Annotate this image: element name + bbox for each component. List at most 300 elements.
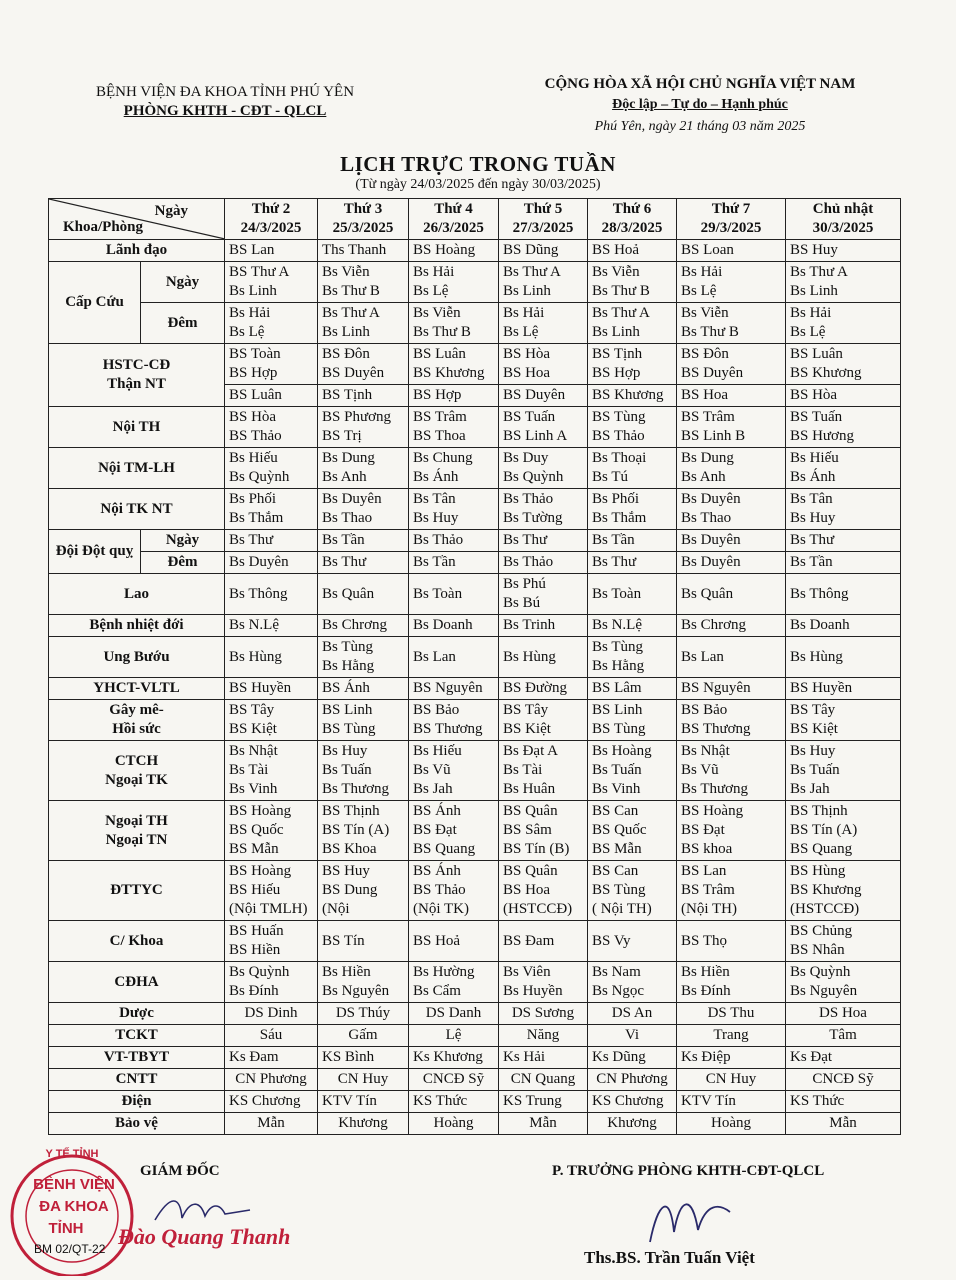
day-name: Thứ 4	[434, 201, 473, 217]
duty-cell: KS Bình	[318, 1047, 409, 1069]
table-row	[49, 303, 901, 344]
duty-cell: DS Danh	[409, 1003, 499, 1025]
duty-cell: BS Luân	[225, 385, 318, 407]
duty-name: BS Ánh	[413, 863, 461, 879]
national-title: CỘNG HÒA XÃ HỘI CHỦ NGHĨA VIỆT NAM	[544, 76, 856, 92]
duty-name: BS Khương	[413, 365, 485, 381]
duty-name: BS Dung	[322, 882, 378, 898]
duty-cell	[786, 861, 901, 921]
duty-cell	[588, 700, 677, 741]
duty-name: Bs Hiếu	[790, 450, 839, 466]
department-label	[49, 678, 225, 700]
day-header	[409, 199, 499, 240]
duty-name: Bs Phối	[592, 491, 640, 507]
duty-name: BS Tín (A)	[322, 822, 390, 838]
table-row	[49, 1003, 901, 1025]
duty-name: BS Khương	[790, 882, 862, 898]
duty-name: Bs Hải	[503, 305, 545, 321]
table-row	[49, 637, 901, 678]
duty-name: BS Quân	[503, 803, 558, 819]
corner-dept-label: Khoa/Phòng	[63, 219, 144, 235]
duty-cell: KS Thức	[409, 1091, 499, 1113]
duty-name: Bs Anh	[681, 469, 726, 485]
duty-cell: DS Thu	[677, 1003, 786, 1025]
duty-cell: Gấm	[318, 1025, 409, 1047]
duty-name: Bs Hằng	[322, 658, 375, 674]
duty-name: Bs Viễn	[413, 305, 461, 321]
duty-name: BS Khương	[790, 365, 862, 381]
duty-name: BS Hoa	[503, 882, 551, 898]
duty-cell	[318, 962, 409, 1003]
duty-name: Bs Thắm	[229, 510, 284, 526]
duty-name: Bs Đính	[681, 983, 731, 999]
duty-cell	[409, 303, 499, 344]
duty-name: BS Hoa	[503, 365, 551, 381]
duty-cell: Hoàng	[677, 1113, 786, 1135]
duty-name: Bs Vũ	[681, 762, 719, 778]
duty-name: Bs Thư A	[503, 264, 561, 280]
duty-name: Bs Linh	[592, 324, 640, 340]
duty-name: Bs Lan	[413, 648, 456, 665]
department-name-line: Ngoại TN	[105, 831, 168, 848]
duty-name: Bs Hải	[229, 305, 271, 321]
duty-cell: Tâm	[786, 1025, 901, 1047]
duty-cell	[677, 962, 786, 1003]
duty-name: Bs Lệ	[681, 283, 717, 299]
department-label	[49, 1069, 225, 1091]
duty-cell	[588, 801, 677, 861]
duty-name: BS Huy	[322, 863, 370, 879]
department-name-line: Cấp Cứu	[65, 294, 124, 310]
stamp-line-1: Y TẾ TỈNH	[45, 1148, 99, 1160]
department-label	[49, 574, 225, 615]
duty-cell: KTV Tín	[318, 1091, 409, 1113]
duty-cell	[225, 700, 318, 741]
duty-cell	[588, 921, 677, 962]
duty-cell	[499, 700, 588, 741]
duty-cell: CN Huy	[318, 1069, 409, 1091]
duty-cell	[786, 574, 901, 615]
duty-name: BS Toàn	[229, 346, 281, 362]
duty-cell	[677, 700, 786, 741]
duty-name: Bs Nguyên	[790, 983, 858, 999]
duty-cell	[677, 489, 786, 530]
duty-name: BS Linh B	[681, 428, 746, 444]
duty-name: BS Đôn	[681, 346, 729, 362]
duty-name: Bs Duy	[503, 450, 549, 466]
duty-name: Bs Đạt A	[503, 743, 559, 759]
duty-name: Bs Jah	[790, 781, 830, 797]
duty-cell	[677, 861, 786, 921]
duty-name: BS Trị	[322, 428, 362, 444]
day-name: Thứ 7	[711, 201, 751, 217]
duty-name: BS Hoàng	[681, 803, 744, 819]
day-date: 30/3/2025	[812, 220, 874, 236]
duty-cell: BS Hoa	[677, 385, 786, 407]
duty-cell: Bs Thảo	[409, 530, 499, 552]
duty-cell	[588, 262, 677, 303]
duty-name: Bs Tuấn	[592, 762, 642, 778]
hospital-name: BỆNH VIỆN ĐA KHOA TỈNH PHÚ YÊN	[95, 84, 355, 100]
duty-name: BS Tuấn	[503, 409, 556, 425]
duty-name: BS Quân	[503, 863, 558, 879]
duty-name: BS Thương	[413, 721, 483, 737]
duty-cell	[409, 801, 499, 861]
duty-name: Bs Hải	[790, 305, 832, 321]
duty-cell	[409, 741, 499, 801]
duty-cell	[225, 489, 318, 530]
department-label	[49, 489, 225, 530]
duty-name: BS Vy	[592, 932, 631, 949]
duty-cell	[786, 262, 901, 303]
duty-name: BS Khoa	[322, 841, 377, 857]
duty-cell: Ks Đạt	[786, 1047, 901, 1069]
duty-cell	[677, 574, 786, 615]
duty-cell	[677, 344, 786, 385]
department-label	[49, 448, 225, 489]
duty-name: BS Sâm	[503, 822, 552, 838]
department-name-line: Hồi sức	[112, 721, 161, 737]
duty-cell: Khương	[318, 1113, 409, 1135]
duty-name: Bs Quỳnh	[790, 964, 851, 980]
duty-name: BS khoa	[681, 841, 733, 857]
duty-cell	[677, 262, 786, 303]
duty-name: Bs Thư B	[592, 283, 650, 299]
duty-cell	[786, 344, 901, 385]
duty-name: ( Nội TH)	[592, 901, 652, 917]
duty-name: Bs Quân	[681, 585, 734, 602]
table-row	[49, 262, 901, 303]
duty-name: BS Ánh	[413, 803, 461, 819]
department-label	[49, 637, 225, 678]
duty-cell	[677, 303, 786, 344]
duty-cell: Bs Thư	[225, 530, 318, 552]
table-row	[49, 530, 901, 552]
duty-name: BS Hoàng	[229, 803, 292, 819]
duty-cell	[318, 637, 409, 678]
duty-cell: Ks Điệp	[677, 1047, 786, 1069]
duty-name: BS Tín (A)	[790, 822, 858, 838]
duty-name: Bs Lan	[681, 648, 724, 665]
duty-name: BS Hiền	[229, 942, 281, 958]
duty-cell	[786, 448, 901, 489]
day-name: Thứ 3	[343, 201, 383, 217]
duty-name: Bs Thương	[681, 781, 749, 797]
day-date: 24/3/2025	[240, 220, 302, 236]
duty-name: BS Hoàng	[229, 863, 292, 879]
day-name: Thứ 6	[612, 201, 652, 217]
department-name-line: C/ Khoa	[109, 932, 164, 949]
duty-name: BS Trâm	[681, 882, 735, 898]
duty-cell: Ks Dũng	[588, 1047, 677, 1069]
corner-cell	[49, 199, 225, 240]
duty-cell	[225, 921, 318, 962]
duty-name: Bs Tân	[413, 491, 456, 507]
duty-name: Bs Ngọc	[592, 983, 645, 999]
duty-name: BS Tuấn	[790, 409, 843, 425]
duty-cell: Khương	[588, 1113, 677, 1135]
duty-name: (Nội	[322, 901, 350, 917]
department-label	[49, 615, 225, 637]
department-label	[49, 921, 225, 962]
duty-cell: BS Hoàng	[409, 240, 499, 262]
duty-cell: BS Hợp	[409, 385, 499, 407]
duty-name: Bs Hải	[413, 264, 455, 280]
duty-cell	[225, 801, 318, 861]
duty-cell	[409, 700, 499, 741]
duty-name: BS Kiệt	[790, 721, 838, 737]
director-title: GIÁM ĐỐC	[140, 1163, 220, 1179]
duty-cell	[409, 637, 499, 678]
duty-name: BS Tây	[229, 702, 275, 718]
duty-name: Bs Hiền	[681, 964, 730, 980]
day-header	[499, 199, 588, 240]
duty-name: BS Hiếu	[229, 882, 281, 898]
duty-cell: BS Hòa	[786, 385, 901, 407]
duty-cell: BS Ánh	[318, 678, 409, 700]
duty-name: BS Tùng	[592, 409, 646, 425]
duty-cell	[499, 801, 588, 861]
duty-cell	[499, 489, 588, 530]
duty-name: Bs Huy	[413, 510, 459, 526]
duty-cell	[588, 407, 677, 448]
duty-cell: BS Loan	[677, 240, 786, 262]
duty-name: Bs Thư A	[322, 305, 380, 321]
duty-cell: CN Huy	[677, 1069, 786, 1091]
duty-name: Bs Jah	[413, 781, 453, 797]
duty-name: Bs Tài	[503, 762, 543, 778]
duty-name: BS Hòa	[229, 409, 277, 425]
department-label	[49, 801, 225, 861]
duty-cell: CN Quang	[499, 1069, 588, 1091]
duty-cell: DS Sương	[499, 1003, 588, 1025]
duty-name: BS Linh	[592, 702, 643, 718]
duty-cell	[318, 801, 409, 861]
department-name-line: YHCT-VLTL	[93, 680, 180, 696]
hospital-stamp	[2, 1146, 162, 1276]
table-row	[49, 678, 901, 700]
shift-label: Ngày	[141, 530, 225, 552]
duty-cell	[318, 861, 409, 921]
duty-name: BS Tín	[322, 932, 365, 949]
duty-name: Bs Cẩm	[413, 983, 461, 999]
duty-cell	[409, 921, 499, 962]
duty-name: Bs Huân	[503, 781, 556, 797]
table-row	[49, 615, 901, 637]
duty-cell	[225, 262, 318, 303]
duty-cell: Bs Duyên	[225, 552, 318, 574]
duty-cell: Bs Duyên	[677, 530, 786, 552]
duty-name: Bs Hoàng	[592, 743, 652, 759]
duty-name: Bs Nguyên	[322, 983, 390, 999]
department-name-line: VT-TBYT	[103, 1049, 170, 1065]
duty-name: Bs Thắm	[592, 510, 647, 526]
duty-name: BS Luân	[413, 346, 466, 362]
header-left	[60, 84, 390, 120]
duty-cell	[499, 344, 588, 385]
duty-name: Bs Tùng	[322, 639, 373, 655]
duty-name: Bs Duyên	[322, 491, 382, 507]
department-label	[49, 240, 225, 262]
duty-cell: DS Thúy	[318, 1003, 409, 1025]
duty-name: Bs Thương	[322, 781, 390, 797]
duty-cell: BS Huyền	[786, 678, 901, 700]
duty-cell	[499, 962, 588, 1003]
duty-name: Bs Tường	[503, 510, 563, 526]
duty-name: (HSTCCĐ)	[503, 901, 573, 917]
duty-name: BS Thảo	[592, 428, 645, 444]
duty-name: BS Hoả	[413, 932, 461, 949]
duty-name: BS Tây	[503, 702, 549, 718]
duty-cell	[499, 574, 588, 615]
duty-cell	[499, 262, 588, 303]
duty-name: Bs Nhật	[229, 743, 278, 759]
duty-name: Bs Linh	[503, 283, 551, 299]
duty-name: Bs Thư B	[322, 283, 380, 299]
duty-name: BS Luân	[790, 346, 843, 362]
duty-cell	[225, 344, 318, 385]
duty-name: Bs Lệ	[503, 324, 539, 340]
duty-name: Bs Linh	[790, 283, 838, 299]
page-subtitle: (Từ ngày 24/03/2025 đến ngày 30/03/2025)	[355, 177, 601, 192]
duty-cell: Bs Tần	[588, 530, 677, 552]
duty-name: Bs Tùng	[592, 639, 643, 655]
duty-cell	[786, 741, 901, 801]
duty-name: Bs Đính	[229, 983, 279, 999]
duty-name: (Nội TK)	[413, 901, 469, 917]
duty-cell	[409, 962, 499, 1003]
duty-name: BS Thư A	[229, 264, 290, 280]
department-label	[49, 1113, 225, 1135]
duty-cell: BS Hoả	[588, 240, 677, 262]
department-name-line: Gây mê-	[109, 702, 164, 718]
duty-cell	[225, 448, 318, 489]
duty-name: Bs Hường	[413, 964, 475, 980]
duty-cell: BS Tịnh	[318, 385, 409, 407]
duty-name: Bs Huy	[790, 510, 836, 526]
day-date: 27/3/2025	[512, 220, 574, 236]
duty-cell	[786, 921, 901, 962]
duty-name: BS Mẫn	[592, 841, 642, 857]
duty-cell: Bs N.Lệ	[588, 615, 677, 637]
duty-name: Bs Thư B	[681, 324, 739, 340]
duty-name: BS Đạt	[413, 822, 457, 838]
duty-cell: BS Nguyên	[677, 678, 786, 700]
duty-name: Bs Thư B	[413, 324, 471, 340]
duty-name: (Nội TMLH)	[229, 901, 308, 917]
department-name-line: Dược	[119, 1005, 154, 1021]
duty-cell: Bs Tần	[786, 552, 901, 574]
duty-cell	[225, 303, 318, 344]
duty-cell: Vi	[588, 1025, 677, 1047]
table-row	[49, 700, 901, 741]
stamp-line-3: ĐA KHOA	[39, 1198, 109, 1215]
duty-name: Bs Quỳnh	[229, 469, 290, 485]
duty-cell	[499, 637, 588, 678]
duty-cell: KS Chương	[225, 1091, 318, 1113]
duty-name: Bs Viễn	[322, 264, 370, 280]
duty-cell: BS Huy	[786, 240, 901, 262]
duty-name: Bs Linh	[229, 283, 277, 299]
header-right	[500, 76, 900, 135]
duty-name: Bs Hùng	[503, 648, 556, 665]
duty-cell	[588, 861, 677, 921]
document-date: Phú Yên, ngày 21 tháng 03 năm 2025	[594, 119, 806, 134]
duty-cell	[225, 962, 318, 1003]
department-name-line: TCKT	[115, 1027, 158, 1043]
duty-name: (Nội TH)	[681, 901, 737, 917]
duty-cell	[318, 921, 409, 962]
day-header	[588, 199, 677, 240]
department-label	[49, 1091, 225, 1113]
duty-name: Bs Nhật	[681, 743, 730, 759]
day-header	[225, 199, 318, 240]
duty-name: BS Tùng	[592, 721, 646, 737]
duty-name: BS Thương	[681, 721, 751, 737]
department-label	[49, 407, 225, 448]
department-name-line: Ung Bướu	[103, 648, 170, 665]
duty-name: BS Thảo	[413, 882, 466, 898]
duty-name: Bs Dung	[681, 450, 734, 466]
duty-name: BS Hùng	[790, 863, 846, 879]
duty-name: BS Can	[592, 803, 639, 819]
department-name-line: Ngoại TH	[105, 812, 168, 829]
duty-name: BS Quốc	[592, 822, 647, 838]
day-name: Chủ nhật	[812, 201, 874, 217]
duty-name: BS Lan	[681, 863, 727, 879]
duty-name: Bs Thoại	[592, 450, 647, 466]
duty-cell	[225, 637, 318, 678]
duty-name: Bs Linh	[322, 324, 370, 340]
department-label	[49, 861, 225, 921]
duty-cell	[318, 448, 409, 489]
duty-name: Bs Viễn	[592, 264, 640, 280]
duty-name: BS Can	[592, 863, 639, 879]
duty-cell	[588, 637, 677, 678]
duty-cell	[225, 861, 318, 921]
duty-cell: Trang	[677, 1025, 786, 1047]
duty-name: Bs Lệ	[790, 324, 826, 340]
duty-name: Bs Thư A	[790, 264, 848, 280]
table-row	[49, 1113, 901, 1135]
duty-name: Bs Thao	[681, 510, 732, 526]
duty-name: BS Hòa	[503, 346, 551, 362]
national-motto: Độc lập – Tự do – Hạnh phúc	[612, 97, 788, 112]
day-name: Thứ 5	[523, 201, 563, 217]
duty-cell: Lệ	[409, 1025, 499, 1047]
duty-cell	[409, 448, 499, 489]
duty-cell	[318, 407, 409, 448]
duty-cell	[786, 801, 901, 861]
duty-cell: BS Đường	[499, 678, 588, 700]
duty-name: Bs Thư A	[592, 305, 650, 321]
duty-name: Bs Hùng	[229, 648, 282, 665]
duty-cell	[409, 489, 499, 530]
duty-name: BS Thịnh	[790, 803, 848, 819]
duty-name: BS Kiệt	[503, 721, 551, 737]
duty-name: Bs Thông	[790, 585, 849, 602]
duty-cell	[318, 344, 409, 385]
duty-name: Bs Phối	[229, 491, 277, 507]
table-row	[49, 1047, 901, 1069]
department-name-line: Lao	[123, 585, 149, 602]
department-name-line: CĐHA	[114, 973, 159, 990]
table-row	[49, 240, 901, 262]
duty-name: Bs Toàn	[413, 585, 463, 602]
duty-cell: Bs Duyên	[677, 552, 786, 574]
duty-cell: DS Dinh	[225, 1003, 318, 1025]
duty-name: BS Duyên	[681, 365, 744, 381]
